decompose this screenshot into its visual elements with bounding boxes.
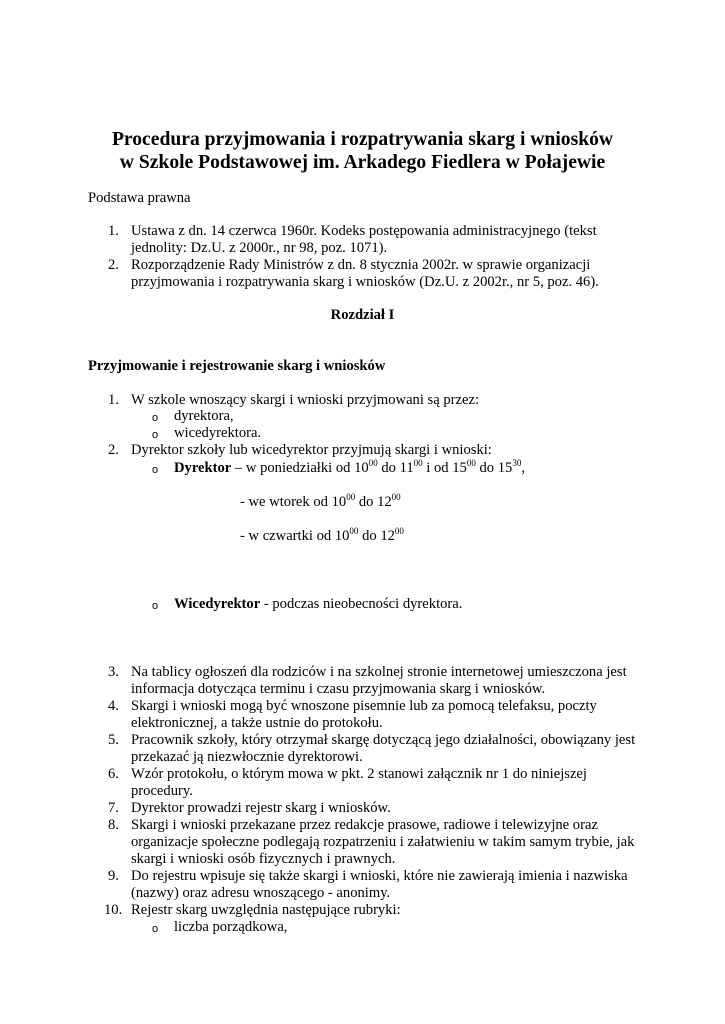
- legal-item-1-line-2: jednolity: Dz.U. z 2000r., nr 98, poz. 1071).: [131, 240, 388, 256]
- superscript: 00: [349, 526, 359, 536]
- item-3-number: 3.: [108, 664, 119, 680]
- section-heading: Przyjmowanie i rejestrowanie skarg i wniosków: [88, 358, 386, 374]
- monday-text-b: do 11: [377, 460, 414, 476]
- deputy-text: - podczas nieobecności dyrektora.: [260, 596, 463, 612]
- item-6-line-2: procedury.: [131, 783, 193, 799]
- bullet-icon: o: [152, 412, 159, 424]
- legal-basis-heading: Podstawa prawna: [88, 190, 191, 206]
- tuesday-text-b: do 12: [355, 494, 392, 510]
- item-4-line-1: Skargi i wnioski mogą być wnoszone pisemnie lub za pomocą telefaksu, poczty: [131, 698, 597, 714]
- item-3-line-2: informacja dotycząca terminu i czasu przyjmowania skarg i wniosków.: [131, 681, 546, 697]
- item-8-line-2: organizacje społeczne podlegają rozpatrzeniu i załatwieniu w takim samym trybie, jak: [131, 834, 635, 850]
- item-9-line-1: Do rejestru wpisuje się także skargi i wnioski, które nie zawierają imienia i nazwiska: [131, 868, 628, 884]
- item-7-number: 7.: [108, 800, 119, 816]
- director-hours-thursday: [240, 528, 404, 545]
- item-1-number: 1.: [108, 392, 119, 408]
- monday-text-d: do 15: [475, 460, 513, 476]
- item-4-number: 4.: [108, 698, 119, 714]
- item-6-number: 6.: [108, 766, 119, 782]
- item-10-line-1: Rejestr skarg uwzględnia następujące rubryki:: [131, 902, 401, 918]
- item-9-number: 9.: [108, 868, 119, 884]
- item-1-sub-1: dyrektora,: [174, 408, 234, 424]
- item-2-text: Dyrektor szkoły lub wicedyrektor przyjmują skargi i wnioski:: [131, 442, 492, 458]
- deputy-hours: [174, 596, 462, 613]
- legal-item-2-number: 2.: [108, 257, 119, 273]
- deputy-label: Wicedyrektor: [174, 596, 261, 612]
- monday-text-c: i od 15: [422, 460, 467, 476]
- bullet-icon: o: [152, 923, 159, 935]
- item-8-line-3: skargi i wnioski osób fizycznych i prawnych.: [131, 851, 396, 867]
- item-5-number: 5.: [108, 732, 119, 748]
- item-8-line-1: Skargi i wnioski przekazane przez redakcje prasowe, radiowe i telewizyjne oraz: [131, 817, 598, 833]
- superscript: 30: [512, 458, 522, 468]
- superscript: 00: [368, 458, 378, 468]
- item-8-number: 8.: [108, 817, 119, 833]
- bullet-icon: o: [152, 429, 159, 441]
- item-10-number: 10.: [104, 902, 123, 918]
- bullet-icon: o: [152, 464, 159, 476]
- legal-item-2-line-2: przyjmowania i rozpatrywania skarg i wniosków (Dz.U. z 2002r., nr 5, poz. 46).: [131, 274, 599, 290]
- director-label: Dyrektor: [174, 460, 232, 476]
- item-1-sub-2: wicedyrektora.: [174, 425, 262, 441]
- item-7-line-1: Dyrektor prowadzi rejestr skarg i wniosków.: [131, 800, 391, 816]
- superscript: 00: [466, 458, 476, 468]
- item-1-text: W szkole wnoszący skargi i wnioski przyjmowani są przez:: [131, 392, 479, 408]
- thursday-text-b: do 12: [358, 528, 395, 544]
- item-9-line-2: (nazwy) oraz adresu wnoszącego - anonimy.: [131, 885, 391, 901]
- monday-text-e: ,: [521, 460, 525, 476]
- bullet-icon: o: [152, 600, 159, 612]
- thursday-text-a: - w czwartki od 10: [240, 528, 350, 544]
- director-hours-monday: [174, 460, 525, 477]
- superscript: 00: [391, 492, 401, 502]
- legal-item-2-line-1: Rozporządzenie Rady Ministrów z dn. 8 stycznia 2002r. w sprawie organizacji: [131, 257, 591, 273]
- legal-item-1-number: 1.: [108, 223, 119, 239]
- item-3-line-1: Na tablicy ogłoszeń dla rodziców i na szkolnej stronie internetowej umieszczona jest: [131, 664, 627, 680]
- superscript: 00: [413, 458, 423, 468]
- item-6-line-1: Wzór protokołu, o którym mowa w pkt. 2 stanowi załącznik nr 1 do niniejszej: [131, 766, 587, 782]
- chapter-heading: Rozdział I: [330, 307, 395, 323]
- item-5-line-2: przekazać ją niezwłocznie dyrektorowi.: [131, 749, 363, 765]
- superscript: 00: [346, 492, 356, 502]
- item-2-number: 2.: [108, 442, 119, 458]
- item-5-line-1: Pracownik szkoły, który otrzymał skargę dotyczącą jego działalności, obowiązany jest: [131, 732, 636, 748]
- document-title-line-2: w Szkole Podstawowej im. Arkadego Fiedlera w Połajewie: [119, 152, 606, 173]
- superscript: 00: [394, 526, 404, 536]
- director-hours-tuesday: [240, 494, 401, 511]
- item-10-sub-1: liczba porządkowa,: [174, 919, 288, 935]
- monday-text-a: – w poniedziałki od 10: [231, 460, 369, 476]
- document-title-line-1: Procedura przyjmowania i rozpatrywania skarg i wniosków: [111, 129, 614, 150]
- tuesday-text-a: - we wtorek od 10: [240, 494, 347, 510]
- legal-item-1-line-1: Ustawa z dn. 14 czerwca 1960r. Kodeks postępowania administracyjnego (tekst: [131, 223, 597, 239]
- item-4-line-2: elektronicznej, a także ustnie do protokołu.: [131, 715, 383, 731]
